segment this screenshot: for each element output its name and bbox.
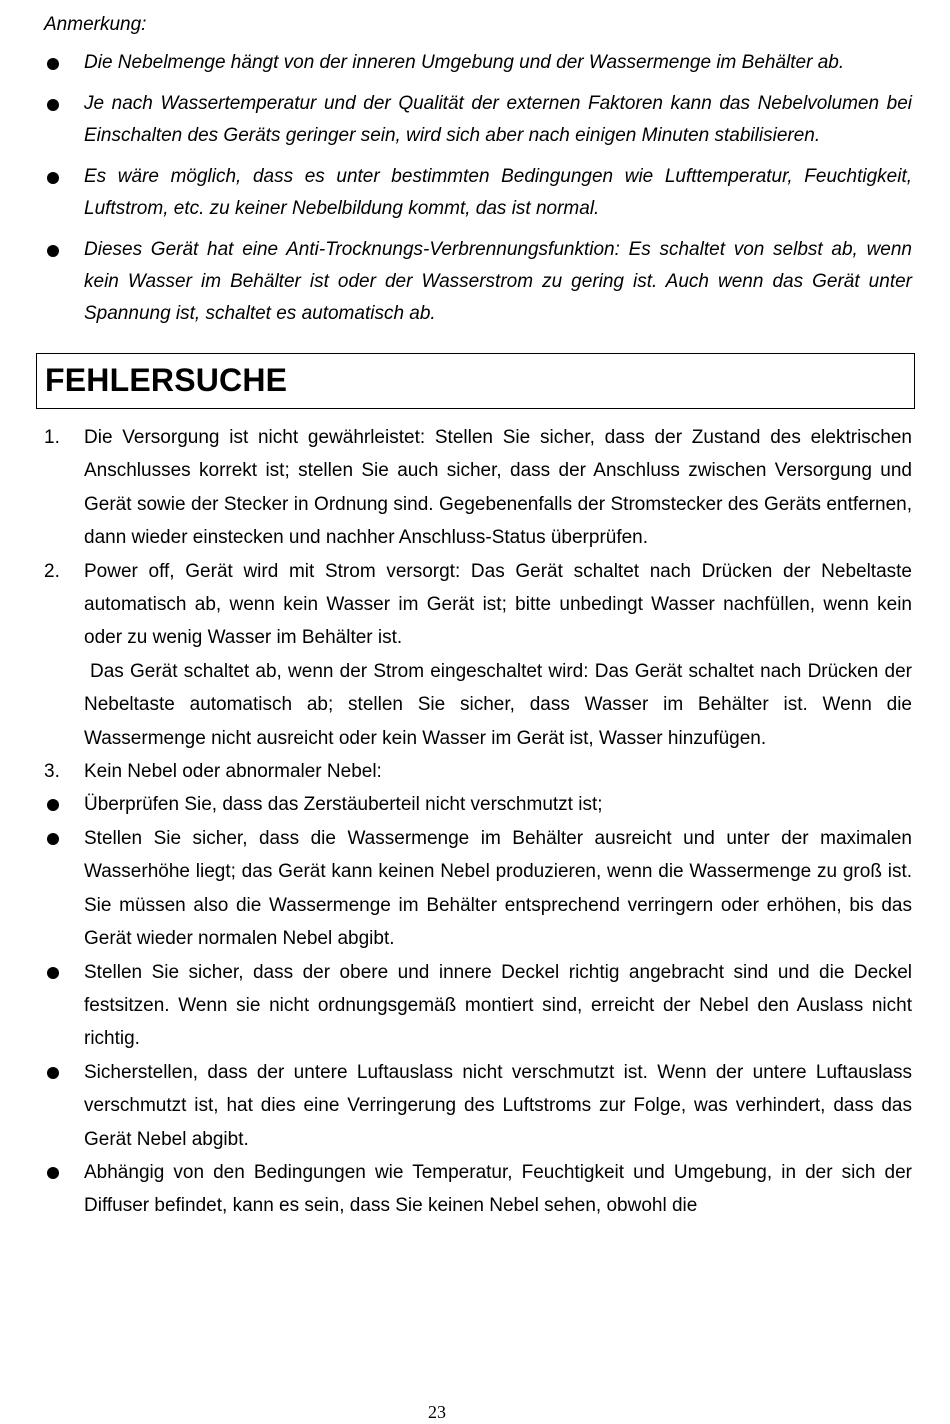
document-page	[44, 8, 912, 1223]
item-text-continued: Das Gerät schaltet ab, wenn der Strom eingeschaltet wird: Das Gerät schaltet nach Drücken der Nebeltaste automatisch ab; stellen Sie sicher, dass Wasser im Behälter ist. Wenn die Wassermenge nicht ausreicht oder kein Wasser im Gerät ist, Wasser hinzufügen.	[84, 660, 912, 749]
bullet-icon	[47, 58, 59, 70]
note-text: Je nach Wassertemperatur und der Qualität der externen Faktoren kann das Nebelvolumen bei Einschalten des Geräts geringer sein, wird sich aber nach einigen Minuten stabilisieren.	[84, 93, 912, 146]
troubleshooting-bullet	[44, 822, 912, 956]
item-number: 2.	[44, 560, 60, 582]
troubleshooting-bullet	[44, 788, 912, 821]
bullet-text: Sicherstellen, dass der untere Luftauslass nicht verschmutzt ist. Wenn der untere Luftauslass verschmutzt ist, hat dies eine Verringerung des Luftstroms zur Folge, was verhindert, dass das Gerät Nebel abgibt.	[84, 1061, 912, 1150]
troubleshooting-item	[44, 421, 912, 555]
item-text: Power off, Gerät wird mit Strom versorgt: Das Gerät schaltet nach Drücken der Nebeltaste automatisch ab, wenn kein Wasser im Gerät ist; bitte unbedingt Wasser nachfüllen, wenn kein oder zu wenig Wasser im Behälter ist.	[84, 560, 912, 649]
bullet-text: Stellen Sie sicher, dass die Wassermenge im Behälter ausreicht und unter der maximalen Wasserhöhe liegt; das Gerät kann keinen Nebel produzieren, wenn die Wassermenge zu groß ist. Sie müssen also die Wassermenge im Behälter entsprechend verringern oder erhöhen, bis das Gerät wieder normalen Nebel abgibt.	[84, 827, 912, 950]
section-heading-box	[36, 353, 915, 409]
bullet-icon	[47, 799, 59, 811]
troubleshooting-item	[44, 755, 912, 788]
bullet-text: Abhängig von den Bedingungen wie Temperatur, Feuchtigkeit und Umgebung, in der sich der Diffuser befindet, kann es sein, dass Sie keinen Nebel sehen, obwohl die	[84, 1161, 912, 1217]
bullet-icon	[47, 1067, 59, 1079]
bullet-icon	[47, 172, 59, 184]
troubleshooting-bullet	[44, 956, 912, 1056]
note-text: Dieses Gerät hat eine Anti-Trocknungs-Verbrennungsfunktion: Es schaltet von selbst ab, wenn kein Wasser im Behälter ist oder der Wasserstrom zu gering ist. Auch wenn das Gerät unter Spannung ist, schaltet es automatisch ab.	[84, 239, 912, 324]
troubleshooting-bullet	[44, 1156, 912, 1223]
item-text: Die Versorgung ist nicht gewährleistet: Stellen Sie sicher, dass der Zustand des elektrischen Anschlusses korrekt ist; stellen Sie auch sicher, dass der Anschluss zwischen Versorgung und Gerät sowie der Stecker in Ordnung sind. Gegebenenfalls der Stromstecker des Geräts entfernen, dann wieder einstecken und nachher Anschluss-Status überprüfen.	[84, 427, 912, 549]
bullet-icon	[47, 967, 59, 979]
page-number: 23	[428, 1402, 446, 1422]
item-text: Kein Nebel oder abnormaler Nebel:	[84, 761, 382, 783]
item-number: 3.	[44, 761, 60, 783]
note-item	[44, 88, 912, 152]
section-title: FEHLERSUCHE	[45, 362, 288, 398]
note-list	[44, 47, 912, 330]
bullet-icon	[47, 245, 59, 257]
note-text: Es wäre möglich, dass es unter bestimmten Bedingungen wie Lufttemperatur, Feuchtigkeit, Luftstrom, etc. zu keiner Nebelbildung kommt, das ist normal.	[84, 166, 912, 219]
note-heading: Anmerkung:	[44, 14, 147, 35]
bullet-icon	[47, 1167, 59, 1179]
note-text: Die Nebelmenge hängt von der inneren Umgebung und der Wassermenge im Behälter ab.	[84, 52, 845, 73]
bullet-text: Überprüfen Sie, dass das Zerstäuberteil nicht verschmutzt ist;	[84, 794, 603, 816]
bullet-icon	[47, 99, 59, 111]
troubleshooting-bullet	[44, 1056, 912, 1156]
bullet-text: Stellen Sie sicher, dass der obere und innere Deckel richtig angebracht sind und die Deckel festsitzen. Wenn sie nicht ordnungsgemäß montiert sind, erreicht der Nebel den Auslass nicht richtig.	[84, 961, 912, 1050]
troubleshooting-item	[44, 555, 912, 755]
item-number: 1.	[44, 427, 60, 448]
bullet-icon	[47, 833, 59, 845]
troubleshooting-list	[44, 421, 912, 1223]
note-item	[44, 47, 912, 79]
note-item	[44, 161, 912, 225]
note-item	[44, 234, 912, 330]
